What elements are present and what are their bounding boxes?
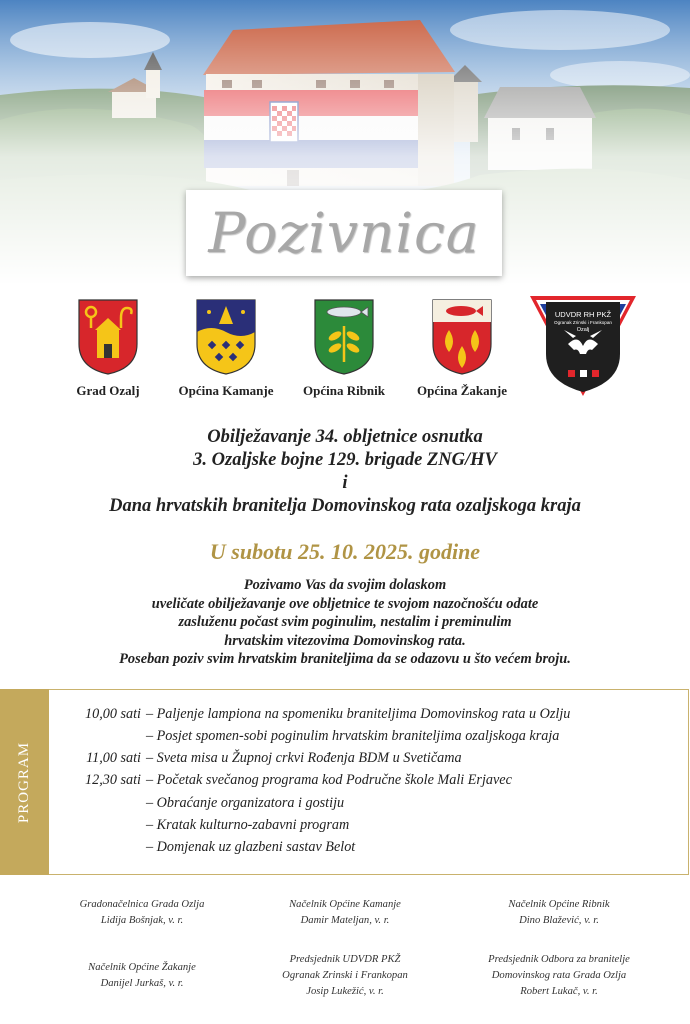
udvdr-logo-line1: UDVDR RH PKŽ bbox=[554, 310, 612, 319]
signature-title: Predsjednik Odbora za branitelje bbox=[488, 954, 630, 965]
event-line: Dana hrvatskih branitelja Domovinskog rata ozaljskoga kraja bbox=[109, 496, 581, 516]
program-item: – Domjenak uz glazbeni sastav Belot bbox=[146, 839, 356, 855]
program-label: PROGRAM bbox=[16, 741, 32, 823]
crest-label-opcina-zakanje: Općina Žakanje bbox=[417, 383, 507, 398]
invitation-line: zasluženu počast svim poginulim, nestalim i preminulim bbox=[178, 614, 512, 630]
program-item: – Sveta misa u Župnoj crkvi Rođenja BDM u Svetičama bbox=[146, 750, 462, 766]
program-row bbox=[0, 772, 690, 794]
crest-label-grad-ozalj: Grad Ozalj bbox=[76, 383, 140, 398]
program-row bbox=[0, 795, 690, 817]
program-item: – Posjet spomen-sobi poginulim hrvatskim braniteljima ozaljskoga kraja bbox=[146, 728, 560, 744]
invitation-line: Poseban poziv svim hrvatskim braniteljima da se odazovu u što većem broju. bbox=[119, 651, 571, 667]
program-item: – Obraćanje organizatora i gostiju bbox=[146, 795, 345, 811]
invitation-line: uveličate obilježavanje ove obljetnice te svojom nazočnošću odate bbox=[151, 595, 539, 612]
invitation-line: Pozivamo Vas da svojim dolaskom bbox=[243, 577, 447, 593]
signature-block bbox=[230, 897, 460, 929]
invitation-text bbox=[0, 576, 690, 669]
signature-block bbox=[444, 952, 674, 1000]
invitation-line: hrvatskim vitezovima Domovinskog rata. bbox=[224, 632, 466, 649]
program-time: 10,00 sati bbox=[85, 706, 141, 722]
program-row bbox=[0, 839, 690, 861]
signature-name: Damir Mateljan, v. r. bbox=[300, 915, 390, 926]
opcina-kamanje-coat-of-arms-icon bbox=[166, 298, 286, 376]
udvdr-logo-line3: Ozalj bbox=[576, 327, 590, 333]
crest-label-opcina-kamanje: Općina Kamanje bbox=[178, 383, 274, 398]
signature-title: Predsjednik UDVDR PKŽ bbox=[289, 954, 401, 965]
udvdr-logo-line2: Ogranak Zrinski i Frankopan bbox=[554, 320, 612, 325]
signature-block bbox=[27, 960, 257, 992]
signature-block bbox=[444, 897, 674, 929]
signature-name: Dino Blažević, v. r. bbox=[519, 915, 599, 926]
signature-name: Josip Lukežić, v. r. bbox=[306, 986, 384, 997]
signature-name: Lidija Bošnjak, v. r. bbox=[100, 915, 184, 926]
program-item: – Kratak kulturno-zabavni program bbox=[146, 817, 350, 833]
crest-label-opcina-ribnik: Općina Ribnik bbox=[302, 383, 385, 398]
page-title: Pozivnica bbox=[208, 201, 480, 265]
event-title bbox=[0, 426, 690, 518]
program-row bbox=[0, 728, 690, 750]
title-card bbox=[186, 190, 502, 276]
udvdr-logo bbox=[528, 294, 638, 398]
event-line: Obilježavanje 34. obljetnice osnutka bbox=[207, 427, 483, 447]
signature-title: Gradonačelnica Grada Ozlja bbox=[79, 899, 205, 910]
signature-title: Načelnik Općine Žakanje bbox=[88, 962, 196, 973]
program-row bbox=[0, 817, 690, 839]
program-time: 11,00 sati bbox=[86, 750, 141, 766]
program-item: – Početak svečanog programa kod Područne škole Mali Erjavec bbox=[146, 772, 512, 788]
program-time: 12,30 sati bbox=[85, 772, 141, 788]
signature-block bbox=[27, 897, 257, 929]
program-row bbox=[0, 750, 690, 772]
signature-name: Robert Lukač, v. r. bbox=[520, 986, 598, 997]
event-date: U subotu 25. 10. 2025. godine bbox=[209, 539, 481, 564]
grad-ozalj-coat-of-arms-icon bbox=[48, 298, 168, 376]
signature-title: Domovinskog rata Grada Ozlja bbox=[491, 970, 627, 981]
program-row bbox=[0, 706, 690, 728]
signature-name: Danijel Jurkaš, v. r. bbox=[100, 978, 184, 989]
opcina-zakanje-coat-of-arms-icon bbox=[402, 298, 522, 376]
opcina-ribnik-coat-of-arms-icon bbox=[284, 298, 404, 376]
event-line: 3. Ozaljske bojne 129. brigade ZNG/HV bbox=[193, 450, 497, 470]
program-item: – Paljenje lampiona na spomeniku braniteljima Domovinskog rata u Ozlju bbox=[146, 706, 571, 722]
signature-title: Načelnik Općine Ribnik bbox=[508, 899, 610, 910]
signature-title: Načelnik Općine Kamanje bbox=[289, 899, 401, 910]
signature-block bbox=[230, 952, 460, 1000]
event-line: i bbox=[342, 473, 348, 493]
signature-title: Ogranak Zrinski i Frankopan bbox=[282, 970, 408, 981]
